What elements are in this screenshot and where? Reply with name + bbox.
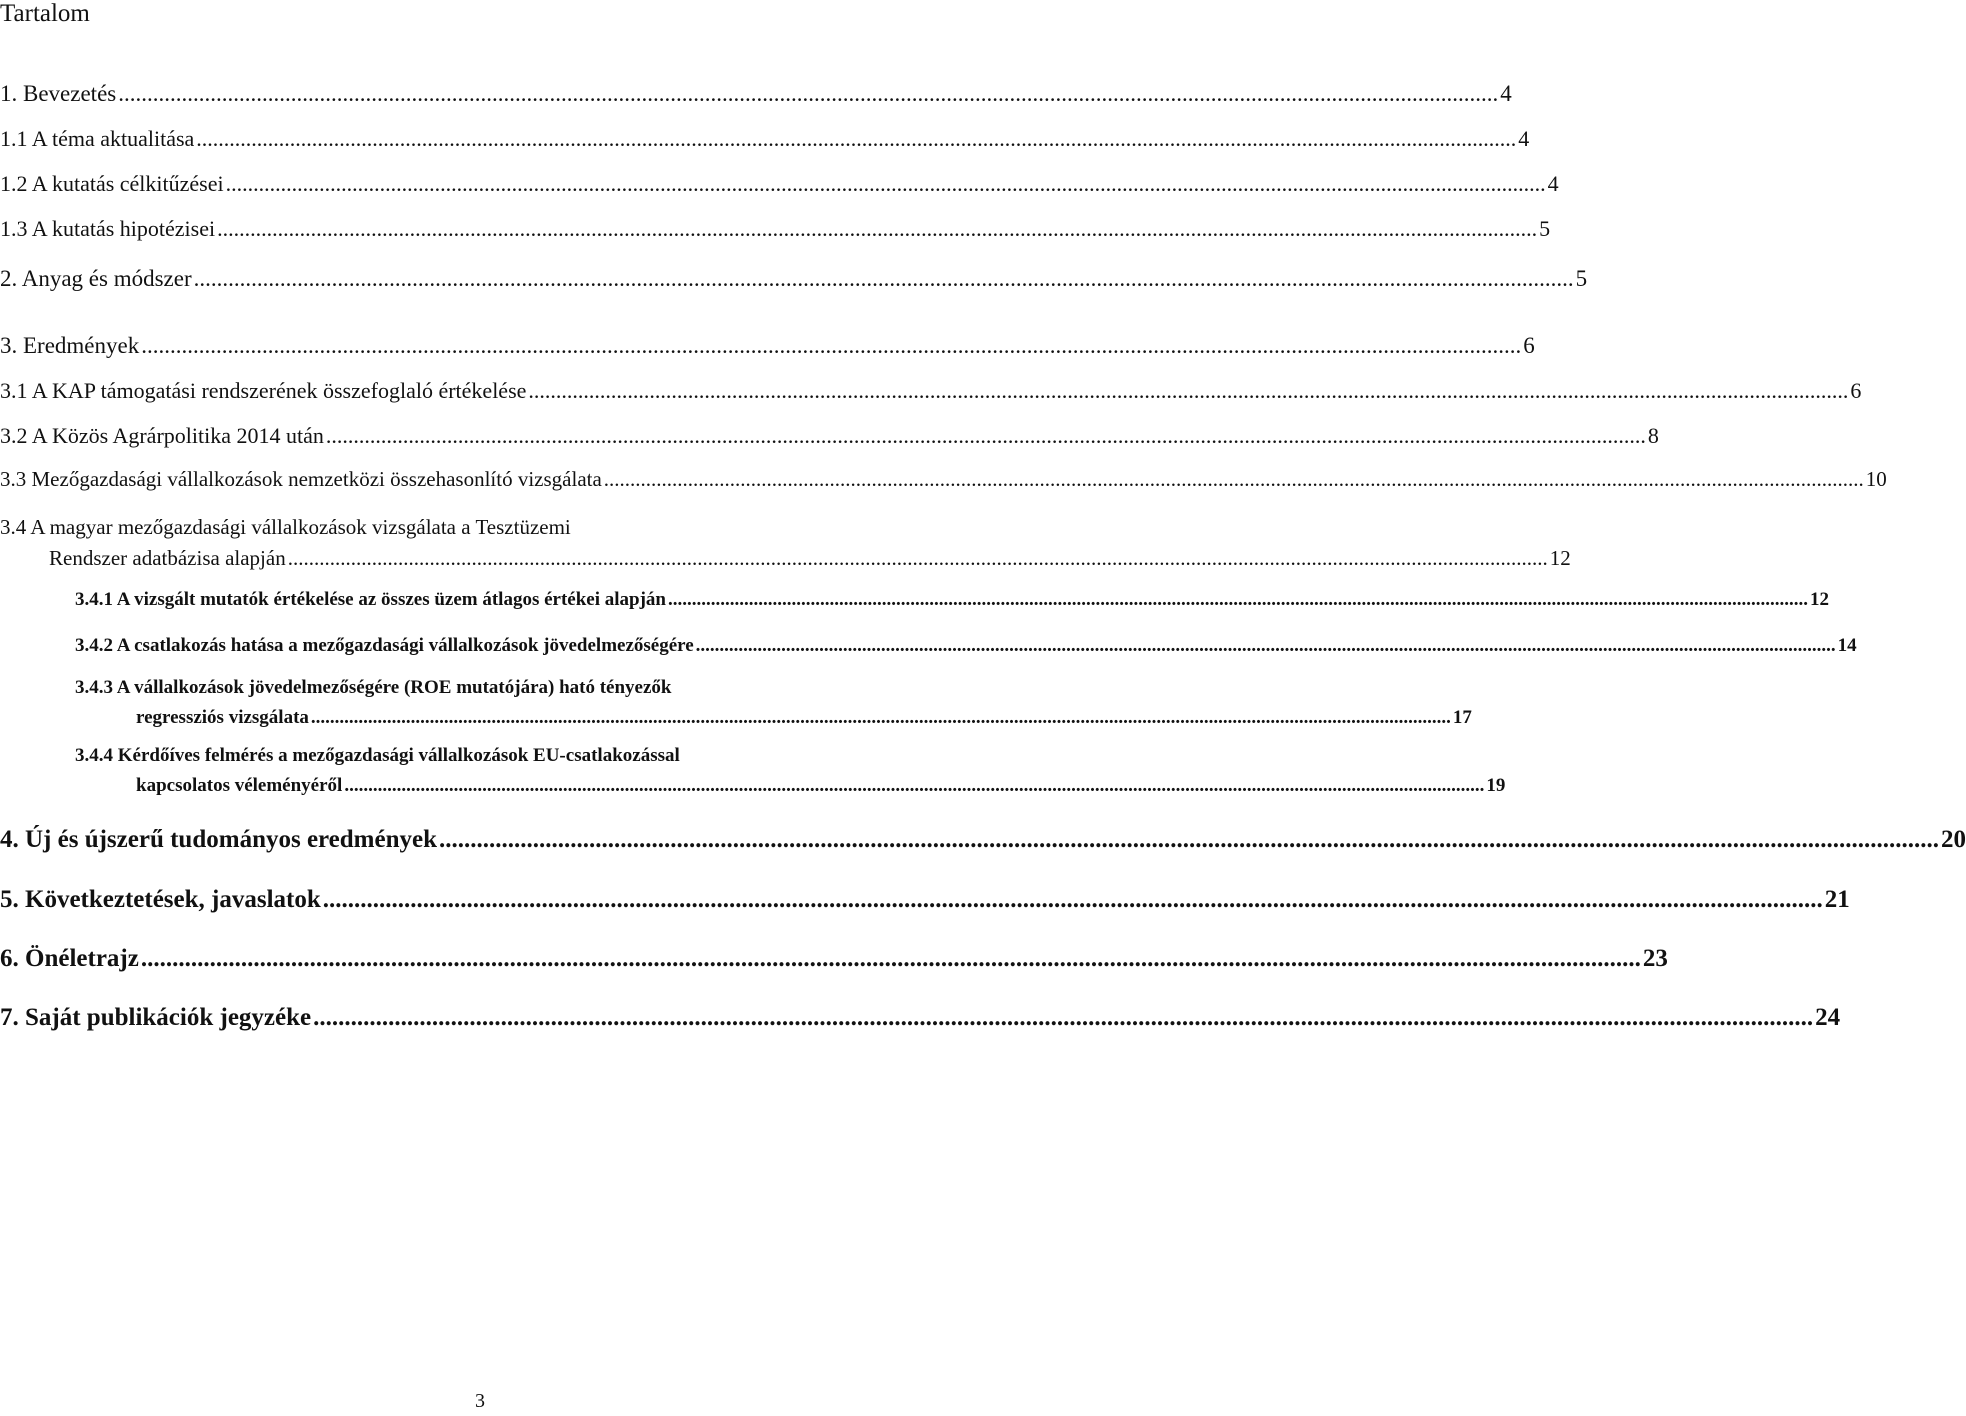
toc-label: regressziós vizsgálata [136, 707, 309, 728]
page-title: Tartalom [0, 0, 90, 27]
toc-label: 1.2 A kutatás célkitűzései [0, 171, 224, 196]
toc-page: 4 [1547, 171, 1559, 196]
toc-label: 7. Saját publikációk jegyzéke [0, 1004, 312, 1031]
toc-entry[interactable] [0, 512, 1571, 574]
toc-page: 17 [1452, 707, 1472, 728]
dot-leader: ................................................................................................................................................................................................................................................ [325, 423, 1646, 448]
toc-page: 4 [1500, 81, 1512, 106]
toc-entry[interactable] [0, 266, 1588, 292]
toc-label: Rendszer adatbázisa alapján [49, 546, 286, 570]
toc-page: 14 [1837, 635, 1857, 656]
toc-label: 3.4.2 A csatlakozás hatása a mezőgazdasági vállalkozások jövedelmezőségére [75, 635, 694, 656]
toc-entry[interactable] [0, 826, 1966, 854]
toc-entry[interactable] [0, 1004, 1841, 1032]
toc-page: 5 [1539, 216, 1551, 241]
dot-leader: ................................................................................................................................................................................................................................................ [140, 945, 1641, 972]
dot-leader: ................................................................................................................................................................................................................................................ [217, 216, 1538, 241]
toc-label: 4. Új és újszerű tudományos eredmények [0, 826, 438, 853]
dot-leader: ................................................................................................................................................................................................................................................ [695, 635, 1836, 656]
toc-entry[interactable] [0, 467, 1887, 492]
dot-leader: ................................................................................................................................................................................................................................................ [439, 826, 1940, 853]
toc-page: 23 [1642, 945, 1668, 972]
dot-leader: ................................................................................................................................................................................................................................................ [344, 775, 1485, 796]
toc-label: 3. Eredmények [0, 333, 140, 358]
toc-page: 8 [1647, 423, 1659, 448]
dot-leader: ................................................................................................................................................................................................................................................ [225, 171, 1546, 196]
toc-page: 6 [1523, 333, 1535, 358]
toc-label: 5. Következtetések, javaslatok [0, 886, 321, 913]
toc-entry[interactable] [0, 126, 1530, 152]
toc-page: 20 [1941, 826, 1966, 853]
toc-entry[interactable] [0, 378, 1862, 404]
toc-label-line1: 3.4.3 A vállalkozások jövedelmezőségére (ROE mutatójára) ható tényezők [75, 677, 672, 698]
toc-entry[interactable] [0, 333, 1535, 359]
dot-leader: ................................................................................................................................................................................................................................................ [193, 266, 1574, 291]
toc-entry[interactable] [75, 673, 1472, 733]
toc-page: 5 [1575, 266, 1588, 291]
dot-leader: ................................................................................................................................................................................................................................................ [141, 333, 1522, 358]
toc-page: 12 [1810, 589, 1830, 610]
dot-leader: ................................................................................................................................................................................................................................................ [603, 467, 1864, 491]
toc-label: 2. Anyag és módszer [0, 266, 192, 291]
toc-label: kapcsolatos véleményéről [136, 775, 343, 796]
toc-label: 1.3 A kutatás hipotézisei [0, 216, 216, 241]
toc-entry[interactable] [0, 171, 1559, 197]
dot-leader: ................................................................................................................................................................................................................................................ [313, 1004, 1814, 1031]
toc-label: 1. Bevezetés [0, 81, 117, 106]
toc-entry[interactable] [0, 81, 1512, 107]
toc-entry[interactable] [75, 741, 1506, 801]
toc-label-line1: 3.4 A magyar mezőgazdasági vállalkozások vizsgálata a Tesztüzemi [0, 515, 571, 539]
dot-leader: ................................................................................................................................................................................................................................................ [287, 546, 1548, 570]
toc-label: 3.3 Mezőgazdasági vállalkozások nemzetközi összehasonlító vizsgálata [0, 467, 602, 491]
toc-label: 1.1 A téma aktualitása [0, 126, 195, 151]
toc-label: 3.1 A KAP támogatási rendszerének összefoglaló értékelése [0, 378, 527, 403]
toc-page: 4 [1518, 126, 1530, 151]
toc-label-line1: 3.4.4 Kérdőíves felmérés a mezőgazdasági vállalkozások EU-csatlakozással [75, 745, 680, 766]
toc-page: 19 [1486, 775, 1506, 796]
toc-entry[interactable] [75, 635, 1857, 657]
toc-page: 21 [1824, 886, 1850, 913]
toc-page: 10 [1865, 467, 1887, 491]
toc-label: 3.4.1 A vizsgált mutatók értékelése az összes üzem átlagos értékei alapján [75, 589, 667, 610]
toc-entry[interactable] [75, 589, 1830, 611]
toc-entry[interactable] [0, 216, 1551, 242]
toc-label: 3.2 A Közös Agrárpolitika 2014 után [0, 423, 324, 448]
page-number: 3 [475, 1390, 485, 1412]
dot-leader: ................................................................................................................................................................................................................................................ [528, 378, 1849, 403]
toc-entry[interactable] [0, 886, 1850, 914]
toc-page: 12 [1549, 546, 1571, 570]
toc-page: 6 [1850, 378, 1862, 403]
toc-entry[interactable] [0, 423, 1659, 449]
dot-leader: ................................................................................................................................................................................................................................................ [322, 886, 1823, 913]
dot-leader: ................................................................................................................................................................................................................................................ [668, 589, 1809, 610]
toc-entry[interactable] [0, 945, 1668, 973]
toc-page: 24 [1815, 1004, 1841, 1031]
dot-leader: ................................................................................................................................................................................................................................................ [118, 81, 1499, 106]
toc-label: 6. Önéletrajz [0, 945, 139, 972]
dot-leader: ................................................................................................................................................................................................................................................ [196, 126, 1517, 151]
dot-leader: ................................................................................................................................................................................................................................................ [310, 707, 1451, 728]
